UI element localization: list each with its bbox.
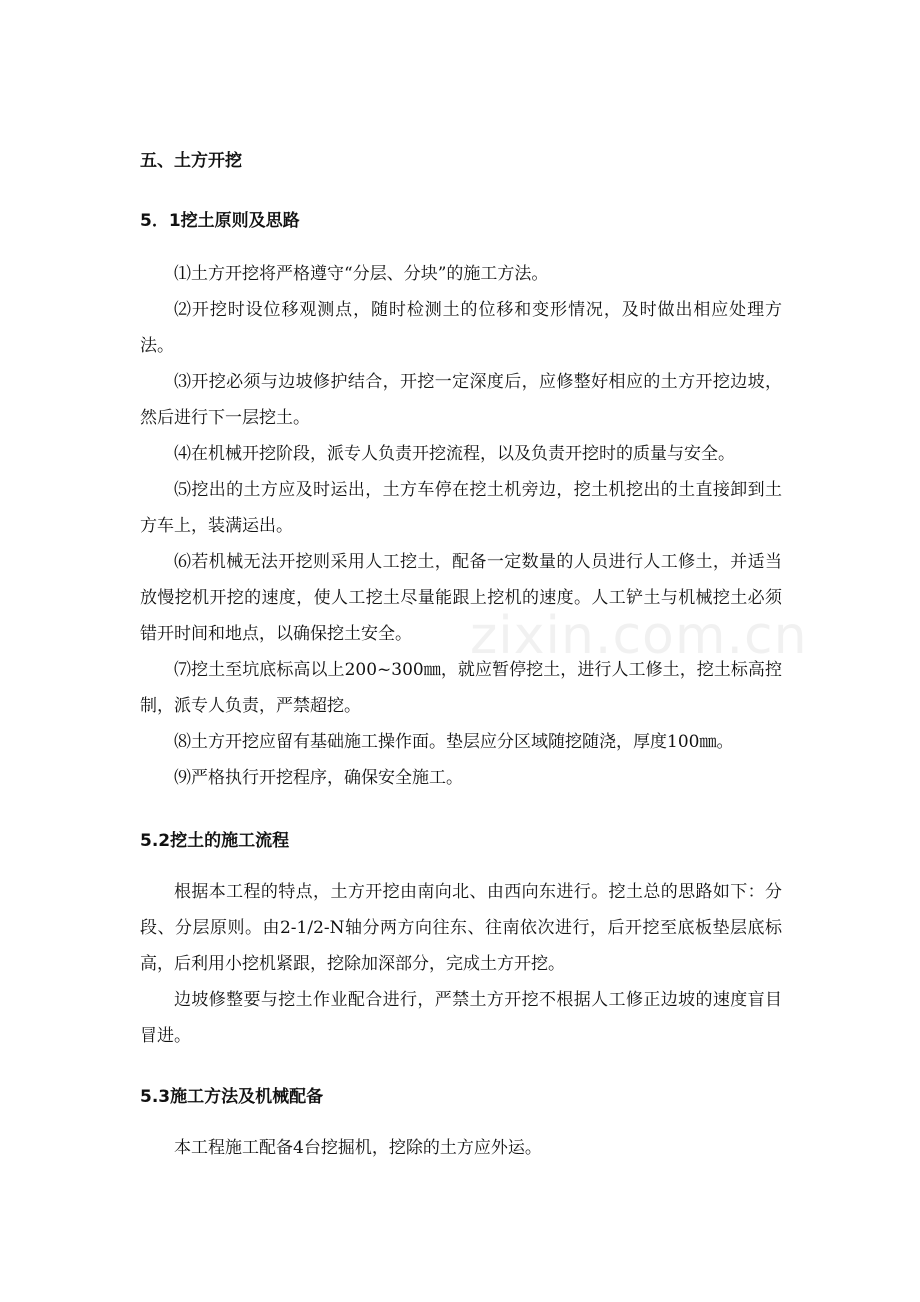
list-item: ⑷在机械开挖阶段，派专人负责开挖流程，以及负责开挖时的质量与安全。	[174, 444, 735, 464]
paragraph: 根据本工程的特点，土方开挖由南向北、由西向东进行。挖土总的思路如下：分段、分层原则。由2-1/2-N轴分两方向往东、往南依次进行，后开挖至底板垫层底标高，后利用小挖机紧跟，挖除加深部分，完成土方开挖。	[140, 882, 782, 974]
list-item: ⑶开挖必须与边坡修护结合，开挖一定深度后，应修整好相应的土方开挖边坡，然后进行下一层挖土。	[140, 372, 782, 428]
list-item: ⑸挖出的土方应及时运出，土方车停在挖土机旁边，挖土机挖出的土直接卸到土方车上，装满运出。	[140, 480, 782, 536]
list-item: ⑻土方开挖应留有基础施工操作面。垫层应分区域随挖随浇，厚度100㎜。	[174, 732, 734, 752]
list-item: ⑼严格执行开挖程序，确保安全施工。	[174, 768, 463, 788]
list-item: ⑺挖土至坑底标高以上200~300㎜，就应暂停挖土，进行人工修土，挖土标高控制，派专人负责，严禁超挖。	[140, 660, 782, 716]
paragraph: 本工程施工配备4台挖掘机，挖除的土方应外运。	[174, 1138, 542, 1158]
watermark: zixin.com.cn	[470, 606, 808, 666]
heading-5-2: 5.2挖土的施工流程	[140, 831, 290, 851]
list-item: ⑵开挖时设位移观测点，随时检测土的位移和变形情况，及时做出相应处理方法。	[140, 300, 782, 356]
list-item: ⑴土方开挖将严格遵守“分层、分块”的施工方法。	[174, 264, 549, 284]
list-item: ⑹若机械无法开挖则采用人工挖土，配备一定数量的人员进行人工修土，并适当放慢挖机开挖的速度，使人工挖土尽量能跟上挖机的速度。人工铲土与机械挖土必须错开时间和地点，以确保挖土安全。	[140, 552, 782, 644]
paragraph: 边坡修整要与挖土作业配合进行，严禁土方开挖不根据人工修正边坡的速度盲目冒进。	[140, 990, 782, 1046]
heading-5-1: 5．1挖土原则及思路	[140, 211, 300, 231]
heading-5-3: 5.3施工方法及机械配备	[140, 1087, 324, 1107]
section-title: 五、土方开挖	[140, 151, 242, 171]
